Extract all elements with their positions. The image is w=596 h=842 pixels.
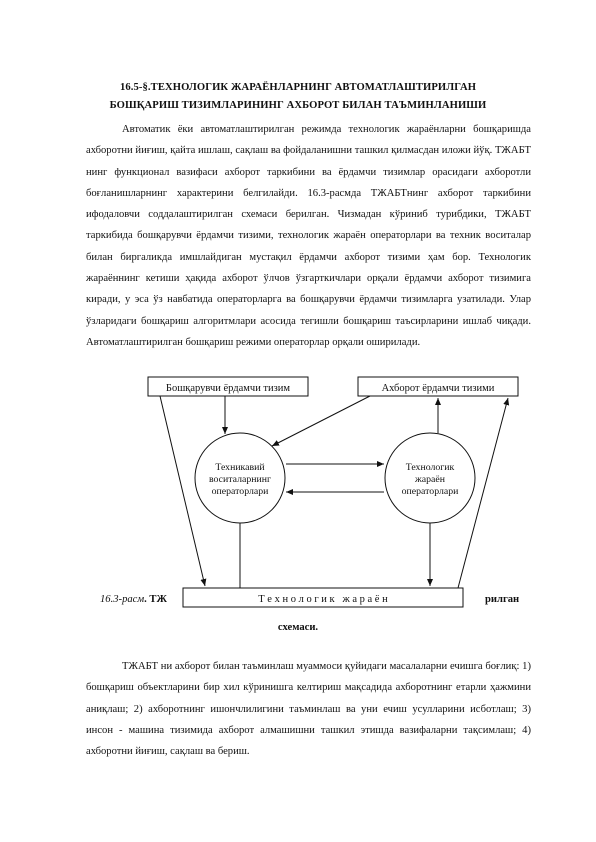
figure-caption-left: . ТЖ [144,594,167,605]
paragraph-problems [86,656,531,762]
tech-circle-line3: операторлари [211,486,269,497]
info-system-label: Ахборот ёрдамчи тизими [381,383,495,394]
tech-circle-line2: воситаларнинг [208,474,272,485]
arrow-info-to-tech [272,396,370,446]
tech-circle-line1: Техникавий [215,462,265,473]
figure-caption-right: рилган [485,594,520,605]
technological-process-label: Т е х н о л о г и к ж а р а ё н [258,594,388,605]
control-system-label: Бошқарувчи ёрдамчи тизим [165,383,291,394]
figure-number: 16.3-расм [100,594,145,605]
paragraph-intro-text: Автоматик ёки автоматлаштирилган режимда технологик жараёнларни бошқаришда ахборотни йиғиш, қайта ишлаш, сақлаш ва фойдаланишни ташкил қилмасдан иложи йўқ. ТЖАБТ нинг функционал вазифаси ахборот таркибини ва ёрдамчи тизимлар орасидаги ахборотли боғланишларнинг характерини белгилайди. 16.3-расмда ТЖАБТнинг ахборот таркибини ифодаловчи соддалаштирилган схемаси берилган. Чизмадан кўриниб турибдики, ТЖАБТ таркибида бошқарувчи ёрдамчи тизими, технологик жараён операторлари ва техник воситалар билан биргаликда имшлайдиган мустақил ёрдамчи ахборот тизими ҳам бор. Технологик жараённинг кетиши ҳақида ахборот ўлчов ўзгарткичлари орқали ёрдамчи ахборот тизимига киради, у эса ўз навбатида операторларга ва бошқарувчи ёрдамчи тизимларга узатилади. Улар ўзларидаги бошқариш алгоритмлари асосида тегишли бошқариш таъсирларини ишлаб чиқади. Автоматлаштирилган бошқариш режими операторлар орқали оширилади. [86,124,531,348]
figure-caption-line2: схемаси. [277,622,319,633]
section-title-line1: 16.5-§.ТЕХНОЛОГИК ЖАРАЁНЛАРНИНГ АВТОМАТЛАШТИРИЛГАН [119,82,477,93]
figure-caption [100,594,167,605]
section-title-line2: БОШҚАРИШ ТИЗИМЛАРИНИНГ АХБОРОТ БИЛАН ТАЪМИНЛАНИШИ [109,100,487,111]
process-circle-line3: операторлари [401,486,459,497]
figure-caption-right-wrap [485,594,519,605]
process-circle-line2: жараён [415,474,445,485]
paragraph-problems-text: ТЖАБТ ни ахборот билан таъминлаш муаммоси қуйидаги масалаларни ечишга боғлиқ: 1) бошқариш объектларини бир хил кўринишга келтириш мақсадида ахборотнинг етарли ҳажмини аниқлаш; 2) ахборотнинг ишончлилигини таъминлаш ва уни ечиш усулларини исботлаш; 3) инсон - машина тизимида ахборот алмашишни ташкил этишда вазифаларни тақсимлаш; 4) ахборотни йиғиш, сақлаш ва бериш. [86,661,531,758]
process-circle-line1: Технологик [405,462,455,473]
